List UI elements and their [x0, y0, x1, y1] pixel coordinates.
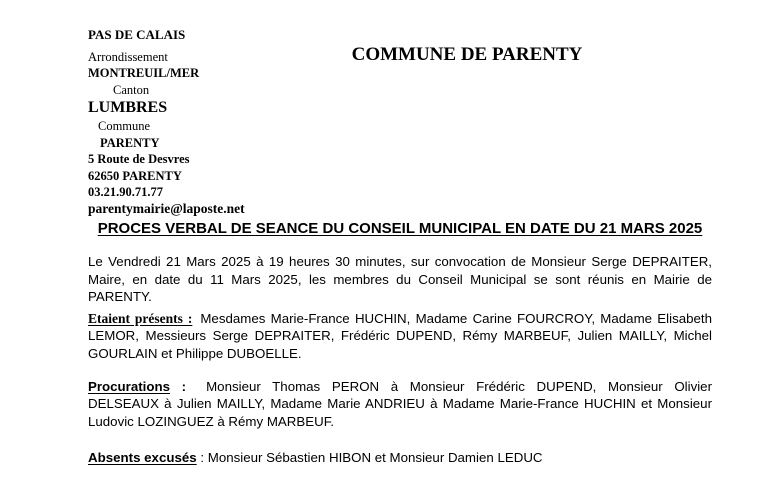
letterhead-arrondissement-name: MONTREUIL/MER: [88, 66, 200, 80]
absents-separator: :: [196, 449, 208, 465]
letterhead-street-address: 5 Route de Desvres: [88, 152, 190, 166]
presents-label: Etaient présents :: [88, 311, 193, 327]
letterhead-commune-name: PARENTY: [100, 135, 160, 150]
letterhead-commune-label: Commune: [98, 119, 151, 133]
absents-paragraph: [88, 449, 712, 466]
letterhead-phone: 03.21.90.71.77: [88, 185, 163, 199]
document-title: PROCES VERBAL DE SEANCE DU CONSEIL MUNICIPAL EN DATE DU 21 MARS 2025: [97, 220, 703, 237]
letterhead: [88, 27, 338, 217]
procurations-paragraph: [88, 378, 712, 430]
letterhead-canton-name: LUMBRES: [88, 99, 168, 116]
letterhead-email: parentymairie@laposte.net: [88, 200, 245, 216]
document-body: [88, 220, 712, 466]
letterhead-canton-label: Canton: [113, 82, 150, 97]
procurations-separator: :: [170, 379, 187, 395]
absents-text: Monsieur Sébastien HIBON et Monsieur Damien LEDUC: [207, 449, 543, 465]
presents-paragraph: [88, 310, 712, 362]
commune-heading: COMMUNE DE PARENTY: [351, 44, 583, 65]
presents-text: Mesdames Marie-France HUCHIN, Madame Carine FOURCROY, Madame Elisabeth LEMOR, Messieurs Serge DEPRAITER, Frédéric DUPEND, Rémy MARBEUF, Julien MAILLY, Michel GOURLAIN et Philippe DUBOELLE.: [88, 311, 712, 361]
procurations-text: Monsieur Thomas PERON à Monsieur Frédéric DUPEND, Monsieur Olivier DELSEAUX à Julien MAILLY, Madame Marie ANDRIEU à Madame Marie-France HUCHIN et Monsieur Ludovic LOZINGUEZ à Rémy MARBEUF.: [88, 379, 713, 429]
procurations-label: Procurations: [88, 379, 171, 395]
absents-label: Absents excusés: [88, 449, 197, 465]
intro-paragraph: Le Vendredi 21 Mars 2025 à 19 heures 30 minutes, sur convocation de Monsieur Serge DEPRAITER, Maire, en date du 11 Mars 2025, les membres du Conseil Municipal se sont réunis en Mairie de PARENTY.: [88, 254, 712, 304]
letterhead-department: PAS DE CALAIS: [88, 27, 186, 42]
letterhead-postal-city: 62650 PARENTY: [88, 168, 182, 183]
letterhead-arrondissement-label: Arrondissement: [88, 49, 168, 64]
